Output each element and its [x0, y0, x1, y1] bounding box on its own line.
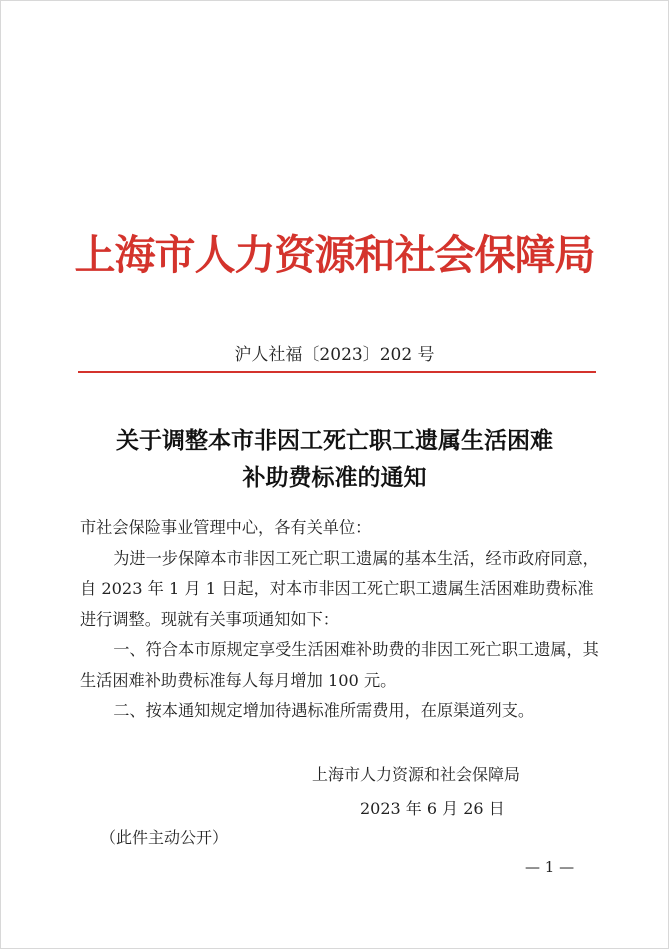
title-line-2: 补助费标准的通知: [242, 464, 427, 491]
page-number: — 1 —: [525, 858, 575, 876]
body-paragraph-1: 为进一步保障本市非因工死亡职工遗属的基本生活，经市政府同意，自 2023 年 1 月 1 日起，对本市非因工死亡职工遗属生活困难助费标准进行调整。现就有关事项通知如下：: [80, 548, 599, 629]
signature-date: 2023 年 6 月 26 日: [360, 799, 505, 818]
recipient-line: 市社会保险事业管理中心，各有关单位：: [80, 518, 372, 537]
document-body: [80, 513, 600, 727]
document-number: 沪人社福〔2023〕202 号: [234, 345, 435, 365]
body-paragraph-3: 二、按本通知规定增加待遇标准所需费用，在原渠道列支。: [113, 701, 535, 720]
title-line-1: 关于调整本市非因工死亡职工遗属生活困难: [116, 427, 553, 454]
red-divider-line: [78, 371, 596, 373]
signature-organization: 上海市人力资源和社会保障局: [312, 765, 521, 784]
document-title: [0, 422, 669, 496]
disclosure-note: （此件主动公开）: [100, 828, 229, 847]
body-paragraph-2: 一、符合本市原规定享受生活困难补助费的非因工死亡职工遗属，其生活困难补助费标准每人每月增加 100 元。: [80, 640, 599, 690]
issuer-header: 上海市人力资源和社会保障局: [74, 231, 595, 279]
